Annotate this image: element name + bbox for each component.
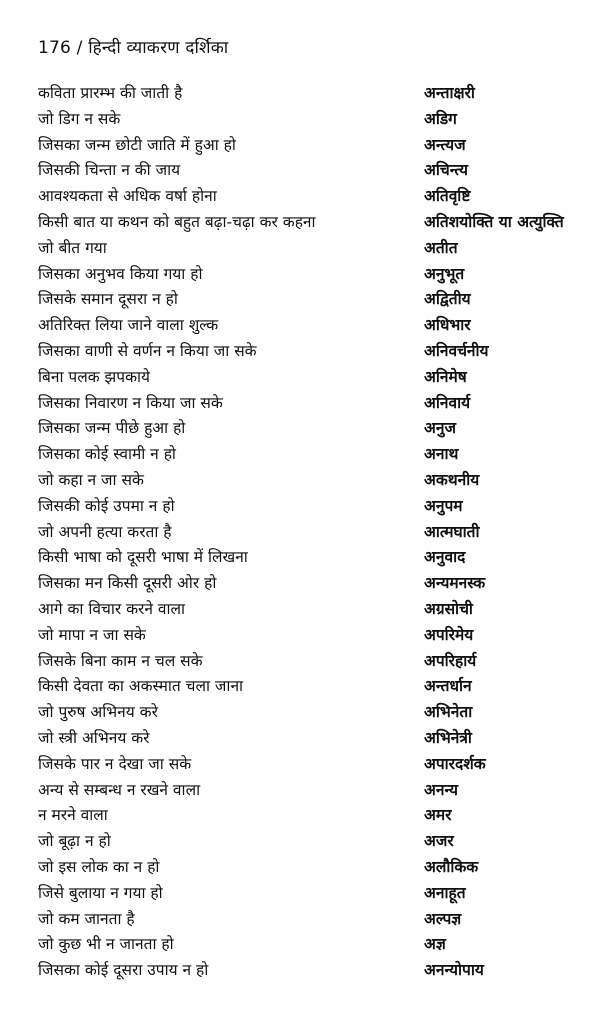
entry-word: अलौकिक (424, 857, 479, 876)
entry-word: अमर (424, 806, 452, 825)
running-header (38, 38, 228, 58)
list-item (38, 701, 594, 727)
entry-word: अपरिमेय (424, 625, 474, 644)
entry-phrase: जो मापा न जा सके (38, 625, 146, 644)
entry-phrase: जो कहा न जा सके (38, 470, 144, 489)
entry-phrase: जिसका मन किसी दूसरी ओर हो (38, 574, 217, 593)
entry-phrase: किसी बात या कथन को बहुत बढ़ा-चढ़ा कर कहना (38, 212, 316, 231)
list-item (38, 727, 594, 753)
book-title: हिन्दी व्याकरण दर्शिका (88, 38, 229, 58)
entry-word: अजर (424, 832, 454, 851)
list-item (38, 753, 594, 779)
entry-word: अकथनीय (424, 470, 480, 489)
entry-phrase: न मरने वाला (38, 806, 108, 825)
list-item (38, 340, 594, 366)
entry-phrase: जिसके समान दूसरा न हो (38, 290, 178, 309)
entry-phrase: जो कुछ भी न जानता हो (38, 935, 174, 954)
entry-word: अनन्य (424, 780, 459, 799)
entry-word: अग्रसोची (424, 599, 473, 618)
entry-phrase: जिसका अनुभव किया गया हो (38, 264, 203, 283)
list-item (38, 908, 594, 934)
entry-word: आत्मघाती (424, 522, 480, 541)
entry-phrase: जिसका जन्म छोटी जाति में हुआ हो (38, 135, 236, 154)
list-item (38, 598, 594, 624)
entry-phrase: जो पुरुष अभिनय करे (38, 703, 158, 722)
entry-word: अनुभूत (424, 264, 465, 283)
entry-phrase: कविता प्रारम्भ की जाती है (38, 84, 183, 102)
entry-phrase: जिसका निवारण न किया जा सके (38, 393, 223, 412)
entry-word: अन्त्यज (424, 135, 466, 154)
entry-phrase: जो स्त्री अभिनय करे (38, 728, 150, 747)
list-item (38, 288, 594, 314)
list-item (38, 366, 594, 392)
entry-word: अधिभार (424, 316, 471, 335)
list-item (38, 572, 594, 598)
entry-phrase: अन्य से सम्बन्ध न रखने वाला (38, 780, 201, 799)
entry-phrase: जिसके पार न देखा जा सके (38, 754, 192, 773)
entry-word: अनिवार्य (424, 393, 471, 412)
entry-word: अपरिहार्य (424, 651, 477, 670)
list-item (38, 830, 594, 856)
list-item (38, 392, 594, 418)
entry-phrase: अतिरिक्त लिया जाने वाला शुल्क (38, 316, 219, 335)
entry-word: अभिनेता (424, 703, 473, 722)
list-item (38, 959, 594, 985)
list-item (38, 546, 594, 572)
entry-phrase: जिसका वाणी से वर्णन न किया जा सके (38, 341, 257, 360)
page-number: 176 (38, 38, 72, 58)
entry-phrase: बिना पलक झपकाये (38, 367, 150, 386)
list-item (38, 882, 594, 908)
entry-word: अनुपम (424, 496, 463, 515)
entry-word: अन्यमनस्क (424, 574, 486, 593)
entry-phrase: जिसे बुलाया न गया हो (38, 883, 163, 902)
entry-word: अनिमेष (424, 367, 467, 386)
list-item (38, 263, 594, 289)
list-item (38, 495, 594, 521)
entry-phrase: जो अपनी हत्या करता है (38, 522, 172, 541)
entry-phrase: जो डिग न सके (38, 109, 121, 128)
list-item (38, 804, 594, 830)
entry-phrase: जो बूढ़ा न हो (38, 832, 111, 851)
entry-phrase: जिसका कोई स्वामी न हो (38, 445, 176, 464)
entry-phrase: आवश्यकता से अधिक वर्षा होना (38, 187, 217, 206)
entry-word: अज्ञ (424, 935, 446, 954)
list-item (38, 675, 594, 701)
entry-word: अनन्योपाय (424, 961, 484, 980)
list-item (38, 856, 594, 882)
entry-word: अपारदर्शक (424, 754, 486, 773)
list-item (38, 650, 594, 676)
entry-word: अनाहूत (424, 883, 466, 902)
entry-phrase: जिसके बिना काम न चल सके (38, 651, 203, 670)
entry-phrase: आगे का विचार करने वाला (38, 599, 186, 618)
entry-word: अन्ताक्षरी (424, 84, 475, 102)
list-item (38, 779, 594, 805)
entry-phrase: जिसका कोई दूसरा उपाय न हो (38, 961, 209, 980)
entry-word: अतिवृष्टि (424, 187, 471, 206)
entry-word: अनिवर्चनीय (424, 341, 489, 360)
list-item (38, 933, 594, 959)
entry-phrase: किसी देवता का अकस्मात चला जाना (38, 677, 244, 696)
list-item (38, 159, 594, 185)
list-item (38, 185, 594, 211)
list-item (38, 237, 594, 263)
list-item (38, 108, 594, 134)
list-item (38, 469, 594, 495)
entry-word: अद्वितीय (424, 290, 471, 309)
entry-word: अचिन्त्य (424, 161, 468, 180)
entry-word: अन्तर्धान (424, 677, 472, 696)
list-item (38, 134, 594, 160)
list-item (38, 314, 594, 340)
entry-phrase: जिसकी चिन्ता न की जाय (38, 161, 181, 180)
one-word-substitution-list (38, 82, 594, 985)
list-item (38, 521, 594, 547)
entry-phrase: जो बीत गया (38, 238, 107, 257)
list-item (38, 443, 594, 469)
entry-word: अल्पज्ञ (424, 909, 462, 928)
list-item (38, 211, 594, 237)
list-item (38, 82, 594, 108)
header-separator: / (76, 38, 83, 58)
entry-phrase: जिसका जन्म पीछे हुआ हो (38, 419, 186, 438)
entry-word: अनाथ (424, 445, 459, 464)
entry-word: अतिशयोक्ति या अत्युक्ति (424, 212, 564, 231)
entry-phrase: जो इस लोक का न हो (38, 857, 160, 876)
entry-phrase: किसी भाषा को दूसरी भाषा में लिखना (38, 548, 248, 567)
entry-word: अभिनेत्री (424, 728, 472, 747)
entry-word: अतीत (424, 238, 458, 257)
entry-word: अनुवाद (424, 548, 466, 567)
entry-word: अनुज (424, 419, 456, 438)
entry-phrase: जिसकी कोई उपमा न हो (38, 496, 175, 515)
list-item (38, 417, 594, 443)
list-item (38, 624, 594, 650)
entry-phrase: जो कम जानता है (38, 909, 135, 928)
entry-word: अडिग (424, 109, 457, 128)
